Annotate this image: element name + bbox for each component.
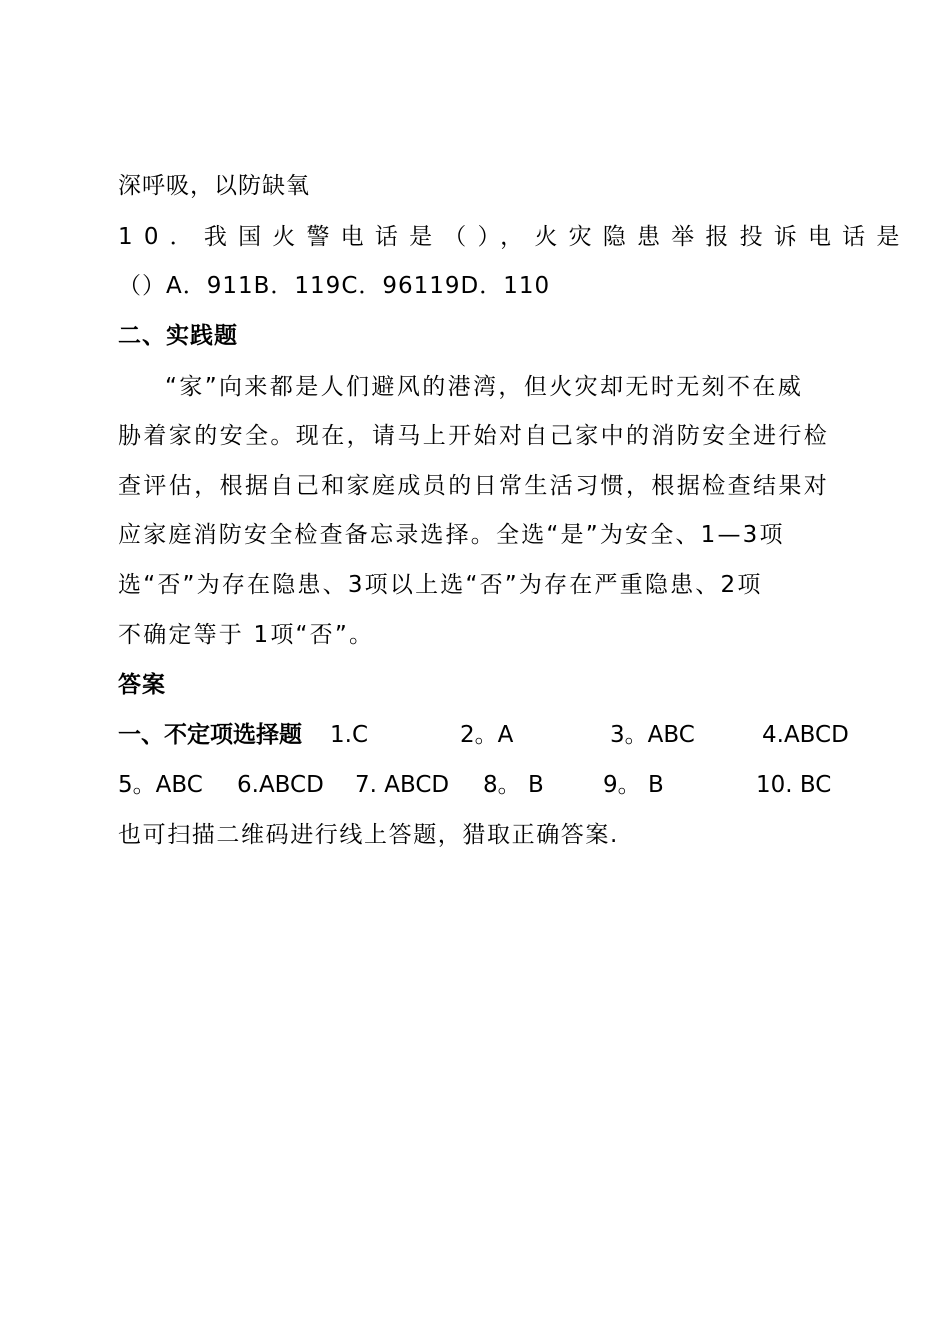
answer-item: 3。ABC <box>610 722 695 748</box>
answer-item: 1.C <box>330 722 369 748</box>
answer-section-title: 一、不定项选择题 <box>118 722 302 748</box>
practice-paragraph-line-6: 不确定等于 1项“否”。 <box>118 622 375 648</box>
answer-item: 2。A <box>460 722 514 748</box>
practice-paragraph-line-3: 查评估，根据自己和家庭成员的日常生活习惯，根据检查结果对 <box>118 473 830 499</box>
answer-item: 7. ABCD <box>355 772 450 798</box>
answer-item: 4.ABCD <box>762 722 849 748</box>
answer-row-1 <box>118 720 849 750</box>
answer-item: 5。ABC <box>118 772 203 798</box>
practice-paragraph-line-4: 应家庭消防安全检查备忘录选择。全选“是”为安全、1—3项 <box>118 522 785 548</box>
text-line-breath: 深呼吸，以防缺氧 <box>118 173 310 199</box>
answer-row-2 <box>118 770 834 800</box>
answer-item: 8。 B <box>483 772 544 798</box>
practice-paragraph-line-1: “家”向来都是人们避风的港湾，但火灾却无时无刻不在威 <box>165 374 804 400</box>
section-heading-answer: 答案 <box>118 672 166 698</box>
question-10-options: （）A．911B．119C．96119D．110 <box>118 273 551 299</box>
practice-paragraph-line-2: 胁着家的安全。现在，请马上开始对自己家中的消防安全进行检 <box>118 423 830 449</box>
question-10-text: 10．我国火警电话是（），火灾隐患举报投诉电话是 <box>118 224 911 250</box>
question-10-line-1 <box>118 222 911 252</box>
answer-item: 6.ABCD <box>237 772 324 798</box>
answer-item: 9。 B <box>603 772 664 798</box>
practice-paragraph-line-5: 选“否”为存在隐患、3项以上选“否”为存在严重隐患、2项 <box>118 572 763 598</box>
footer-qr-note: 也可扫描二维码进行线上答题，猎取正确答案. <box>118 822 619 848</box>
section-heading-practice: 二、实践题 <box>118 323 238 349</box>
answer-item: 10. BC <box>756 772 832 798</box>
